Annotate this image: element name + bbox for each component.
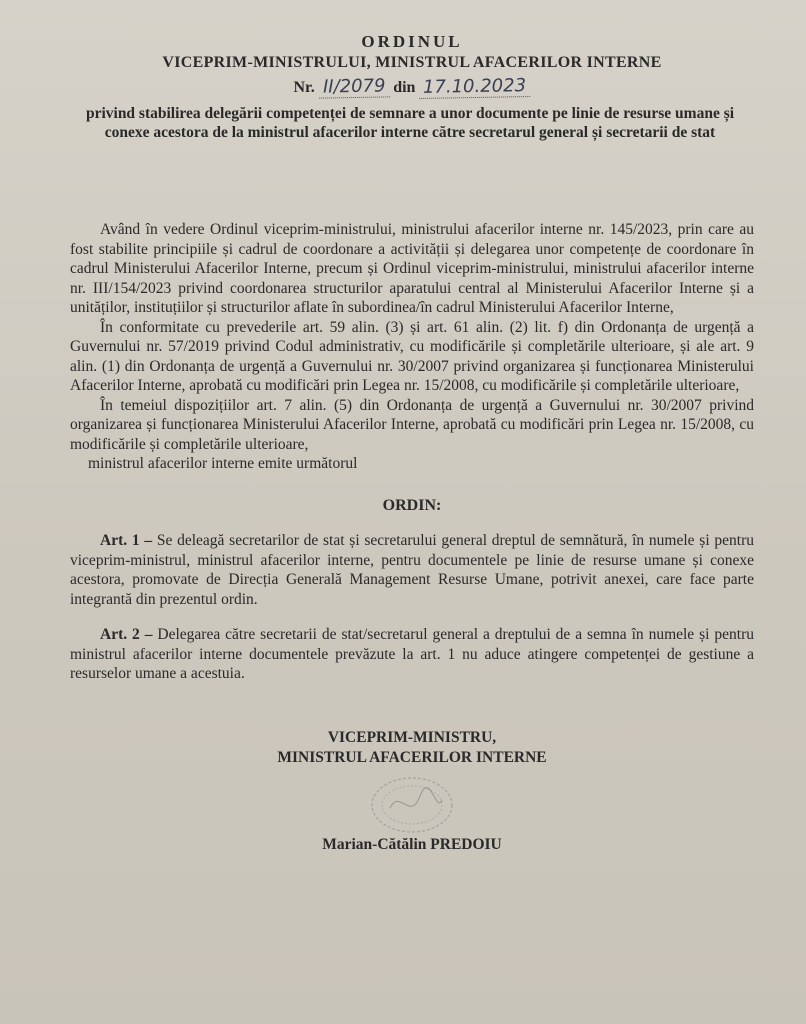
signer-name: Marian-Cătălin PREDOIU: [322, 835, 502, 853]
order-number-line: [70, 76, 754, 98]
order-heading: ORDIN:: [382, 496, 442, 514]
number-value: II/2079: [319, 75, 390, 98]
stamp-icon: [366, 774, 458, 836]
article-1: [70, 531, 754, 609]
article-1-text: Se deleagă secretarilor de stat și secretarului general dreptul de semnătură, în numele și pentru viceprim-ministrul, ministrul afacerilor interne, pentru documentele pe linie de resurse umane și conexe acestora, promovate de Direcția Generală Management Resurse Umane, potrivit anexei, care face parte integrantă din prezentul ordin.: [70, 532, 754, 608]
preamble-paragraph: În temeiul dispozițiilor art. 7 alin. (5) din Ordonanța de urgență a Guvernului nr. 30/2007 privind organizarea și funcționarea Ministerului Afacerilor Interne, aprobată cu modificări prin Legea nr. 15/2008, cu modificările și completările ulterioare,: [70, 396, 754, 453]
emit-line: ministrul afacerilor interne emite următorul: [88, 455, 358, 472]
article-2: [70, 625, 754, 684]
preamble-paragraph: Având în vedere Ordinul viceprim-ministrului, ministrului afacerilor interne nr. 145/2023, prin care au fost stabilite principiile și cadrul de coordonare a activității și delegarea unor competențe de coordonare în cadrul Ministerului Afacerilor Interne, precum și Ordinul viceprim-ministrului, ministrului afacerilor interne nr. III/154/2023 privind coordonarea structurilor aparatului central al Ministerului Afacerilor Interne și a unităților, instituțiilor și structurilor aflate în subordinea/în cadrul Ministerului Afacerilor Interne,: [70, 221, 754, 316]
document-issuer: VICEPRIM-MINISTRULUI, MINISTRUL AFACERILOR INTERNE: [162, 54, 662, 71]
signature-title-line1: VICEPRIM-MINISTRU,: [327, 728, 497, 746]
signature-title-line2: MINISTRUL AFACERILOR INTERNE: [277, 748, 547, 766]
preamble-paragraph: În conformitate cu prevederile art. 59 alin. (3) și art. 61 alin. (2) lit. f) din Ordonanța de urgență a Guvernului nr. 57/2019 privind Codul administrativ, cu modificările și completările ulterioare, și ale art. 9 alin. (1) din Ordonanța de urgență a Guvernului nr. 30/2007 privind organizarea și funcționarea Ministerului Afacerilor Interne, aprobată cu modificări prin Legea nr. 15/2008, cu modificările și completările ulterioare,: [70, 318, 754, 394]
date-label: din: [393, 79, 416, 96]
number-label: Nr.: [293, 79, 315, 96]
article-1-label: Art. 1 –: [100, 532, 153, 549]
document-body: [70, 220, 754, 684]
order-subject: privind stabilirea delegării competenței de semnare a unor documente pe linie de resurse umane și conexe acestora de la ministrul afacerilor interne către secretarul general și secretarii de stat: [85, 105, 735, 141]
article-2-label: Art. 2 –: [100, 626, 153, 643]
document-title: ORDINUL: [361, 32, 463, 51]
article-2-text: Delegarea către secretarii de stat/secretarul general a dreptului de a semna în numele și pentru ministrul afacerilor interne documentele prevăzute la art. 1 nu aduce atingere competenței de gestiune a resurselor umane a acestuia.: [70, 626, 754, 682]
signature-block: [70, 728, 754, 768]
date-value: 17.10.2023: [419, 75, 530, 99]
